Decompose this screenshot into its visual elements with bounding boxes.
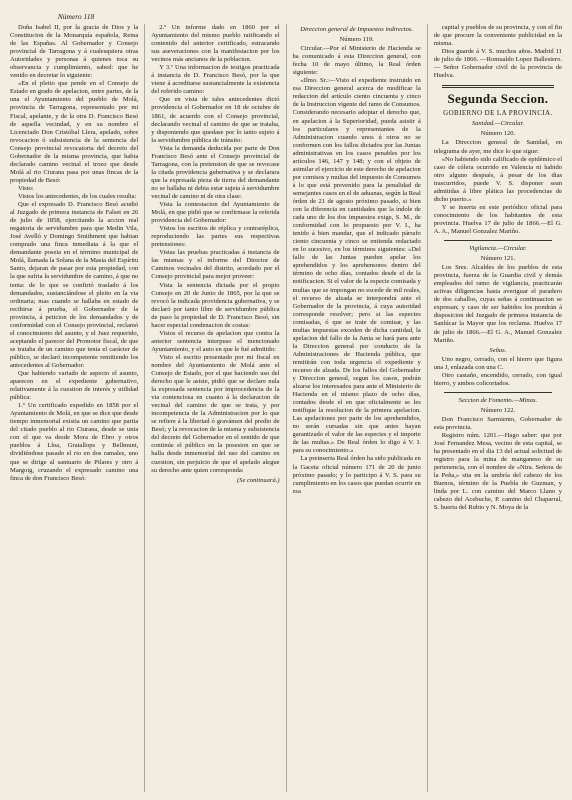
notice-number: Número 121.	[480, 255, 516, 263]
paragraph: Circular.—Por el Ministerio de Hacienda se ha comunicado á esta Direccion general, con fecha 10 de mayo último, la Real órden siguiente:	[292, 45, 421, 77]
column-2	[151, 24, 279, 792]
paragraph: Vistos el recurso de apelacion que contra la anterior sentencia interpuso el mencionado Ayuntamiento, y el auto en que le fué admitido:	[151, 329, 280, 353]
paragraph: Y 3.º Una informacion de testigos practicada á instancia de D. Francisco Besó, por la que viene á acreditarse sustancialmente la existencia del referido camino:	[151, 64, 280, 96]
paragraph: Visto el escrito presentado por mi fiscal en nombre del Ayuntamiento de Molá ante el Consejo de Estado, por el que haciendo uso del derecho que le asiste, pidió que se declare nula la expresada sentencia por improcedencia de la via contenciosa en cuanto á la declaracion de vecinal del camino de que se trata, y por incompetencia de la Administracion por lo que se refiere á la libertad ó gravámen del predio de Besó; y la revocacion de la misma y subsistencia del decreto del Gobernador en el sentido de que continúe el público en la posesion en que se halla desde inmemorial del uso del camino en cuestion, sin perjuicio de que el apelado alegue su derecho ante quien corresponda:	[151, 353, 280, 474]
paragraph: La Direccion general de Sanidad, en telegrama de ayer, me dice lo que sigue:	[433, 139, 563, 155]
column-divider	[144, 24, 145, 792]
paragraph: capital y pueblos de su provincia, y con el fin de que procure la conveniente publicidad en la misma.	[433, 24, 563, 48]
department-heading: Direccion general de Impuestos indirectos.	[300, 26, 414, 33]
paragraph: Que habiendo variado de aspecto el asunto, aparecen en el expediente gubernativo, relativamente á la cuestion de interés y utilidad pública:	[10, 370, 139, 402]
paragraph: Vista la demanda deducida por parte de Don Francisco Besó ante el Consejo provincial de Tarragona, con la pretension de que se revocase la citada providencia gubernativa y se declarara que la expresada pieza de tierra del demandante no se hallaba ni debia estar sujeta á servidumbre vecinal de camino ni de otra clase:	[151, 144, 280, 200]
column-4	[434, 24, 562, 792]
paragraph: Que en vista de tales antecedentes dictó providencia el Gobernador en 18 de octubre de 1861, de acuerdo con el Consejo provincial, declarando vecinal el camino de que se trataba, y disponiendo que quedase por lo tanto sujeto á la servidumbre pública de tránsito:	[151, 96, 280, 144]
paragraph: Visto:	[18, 184, 34, 192]
text-columns	[10, 24, 562, 792]
column-divider	[286, 24, 287, 792]
subsection-heading: Seccion de Fomento.—Minas.	[458, 396, 538, 404]
paragraph: Vistos los escritos de réplica y contraréplica, reproduciendo las partes sus respectivas pretensiones:	[151, 225, 280, 249]
rule-divider	[444, 392, 552, 393]
paragraph: Vista la contestacion del Ayuntamiento de Molá, en que pidió que se confirmase la referida providencia del Gobernador:	[151, 201, 280, 225]
notice-number: Número 120.	[480, 130, 516, 138]
paragraph: Dios guarde á V. S. muchos años. Madrid 11 de julio de 1866. —Romualdo Lopez Ballestero.— Señor Gobernador civil de la provincia de Huelva.	[433, 48, 563, 80]
paragraph: Vista la sentencia dictada por el propio Consejo en 20 de Junio de 1865, por la que se revocó la indicada providencia gubernativa, y se declaró por tanto libre de servidumbre pública de paso la propiedad de D. Francisco Besó, sin hacer especial condenacion de costas:	[151, 281, 280, 329]
paragraph: Doña Isabel II, por la gracia de Dios y la Constitucion de la Monarquía española, Reina de las Españas. Al Gobernador y Consejo provincial de Tarragona y á cualesquiera otras Autoridades y personas á quienes toca su observancia y cumplimiento, sabed: que he venido en decretar lo siguiente:	[10, 24, 139, 80]
paragraph: 1.º Un certificado expedido en 1858 por el Ayuntamiento de Molá, en que se dice que desde tiempo inmemorial existia un camino que partia del citado pueblo al rio Ciurana, desde se unia con el que va desde Mora de Ebro y otros pueblos á Lloa, Gratallops y Bellmunt, dividiéndose pasado el rio en dos ramales, uno que se dirige al santuario de Pilares y otro á Margoig, cruzando el expresado camino una finca de don Francisco Besó:	[10, 402, 139, 482]
rule-divider	[444, 240, 552, 241]
column-divider	[427, 24, 428, 792]
continued-note: (Se continuará.)	[236, 476, 280, 484]
paragraph: Que el expresado D. Francisco Besó acudió al Juzgado de primera instancia de Falset en 26 de julio de 1858, ejercitando la accion real negatoria de servidumbre para que Medin Vila, José Avelló y Domingo Smithment que habian comprado una finca inmediata á la que el demandante poseia en el término municipal de Molá, llamada la Solana de la Masia del Espíritu Santo, dejaran de pasar por esta propiedad, con la que sufria la servidumbre de camino, á que no tenia: de lo que se confirió traslado á los demandados, sustanciándose el pleito en la via ordinaria; mas cuando se hallaba en estado de recibirse á prueba, el Gobernador de la provincia, á peticion de los demandados y de conformidad con el Consejo provincial, reclamó el conocimiento del asunto, y el Juez requerido, aceptando el parecer del Promotor fiscal, de que se trataba de un camino que tenia el carácter de público, se declaró incompetente remitiendo los antecedentes al Gobernador:	[10, 201, 139, 369]
paragraph: 2.º Un informe dado en 1860 por el Ayuntamiento del mismo pueblo ratificando el contenido del anterior certificado, estracando sus aseveraciones con la manifestacion por los vecinos más ancianos de la poblacion.	[151, 24, 280, 64]
paragraph: Don Francisco Sarmiento, Gobernador de esta provincia.	[433, 415, 563, 431]
subsection-heading: Señas.	[489, 346, 507, 354]
paragraph: Vistos los antecedentes, de los cuales resulta:	[18, 192, 137, 200]
column-3	[293, 24, 421, 792]
paragraph: Los Sres. Alcaldes de los pueblos de esta provincia, fuerza de la Guardia civil y demás empleados del ramo de vigilancia, practicarán activas diligencias hasta averiguar el paradero de dos caballos, cuyas señas á continuacion se expresan; y caso de ser habidos los pondrán á disposicion del Juzgado de primera instancia de Sanlúcar la Mayor que los reclama. Huelva 17 de julio de 1866.—El G. A., Manuel Gonzalez Mariño.	[433, 264, 563, 344]
notice-number: Número 119.	[339, 36, 374, 44]
paragraph: Registro núm. 1201.—Hago saber: que por José Fernandez Mesa, vecino de esta capital, se ha presentado en el dia 13 del actual solicitud de registro para la mina de manganeso de su pertenencia, con el nombre de «Ntra. Señora de la Peña,» sita en la umbría del cabezo de los Buenos, término de la Puebla de Guzman, y linda por L. con camino del Marco Llano y cabezo del Acebuche, P. camino del Chaparral, S. huerta del Rubio y N. Moya de la	[433, 432, 563, 512]
paragraph: Vistas las pruebas practicadas á instancia de las mismas y el informe del Director de Caminos vecinales del distrito, acordado por el Consejo provincial para mejor proveer:	[151, 249, 280, 281]
issue-number-header: Número 118	[57, 12, 95, 21]
subsection-heading: Vigilancia.—Circular.	[469, 245, 527, 253]
paragraph: Uno negro, cerrado, con el hierro que figura una J, enlazada con una C.	[433, 355, 563, 371]
paragraph: Otro castaño, encendido, cerrado, con igual hierro, y ambos colicortados.	[433, 371, 563, 387]
paragraph: Y se inserta en este periódico oficial para conocimiento de los habitantes de esta provincia. Huelva 17 de julio de 1866.—El G. A. A., Manuel Gonzalez Mariño.	[433, 203, 563, 235]
subsection-heading: Sanidad.—Circular.	[471, 120, 524, 128]
paragraph: La preinserta Real órden ha sido publicada en la Gaceta oficial número 171 de 20 de junio próximo pasado; y lo participo á V. S. para su cumplimiento en los casos que puedan ocurrir en esa	[292, 455, 421, 495]
column-1	[10, 24, 138, 792]
paragraph: «No habiendo sido calificado de epidémico el caso de cólera ocurrido en Valencia ni habido otro alguno después, á pesar de los dias trascurridos, puede V. S. disponer sean admitidas á libre plática las procedencias de dicho puerto.»	[433, 155, 563, 203]
notice-number: Número 122.	[480, 406, 516, 414]
paragraph: «Ilmo. Sr.:—Visto el expediente instruido en esa Direccion general acerca de modificar la redaccion del artículo ciento cincuenta y cinco de la Instruccion vigente del ramo de Consumos. Considerando necesario adoptar el derecho que, en apelacion á la Superioridad, pueda asistir á los particulares y representantes de la Administracion cuando unos ú otros no se conformen con los fallos dictados por las Juntas administrativas en los casos penables por los artículos 146, 147 y 148; y con el objeto de asimilar el ejercicio de este derecho de apelacion por comisos y multas del impuesto de Consumos á lo que está prevenido para la penalidad de semejantes casos en el de aduanas, según la Real órden de 21 de agosto próximo pasado, si bien con la diferencia en cantidades que la índole de cada uno de los dos impuestos exige, S. M., de conformidad con lo propuesto por V. I., ha tenido á bien mandar, que el indicado párrafo ciento cincuenta y cinco se entienda redactado en lo sucesivo, en los términos siguientes: «Del fallo de las Juntas pueden apelar los aprehendidos y los aprehensores dentro del término de ocho días, contados desde el de la notificacion. Si el valor de la especie comisada y multas que se impongan no escede de mil reales, el recurso de alzada se interpondrá ante el Gobernador de la provincia, á cuya autoridad corresponde resolver; pero si las especies comisadas, ó que se trate de comisar, y las multas impuestas exceden de dicha cantidad, la apelacion del fallo de la Junta se hará para ante la Direccion general por conducto de la Administraciones de Hacienda pública, que remitirán con toda urgencia el expediente y recurso de alzada. De los fallos del Gobernador y Direccion general, segun los casos, podrán alzarse los interesados para ante el Ministerio de Hacienda en el mismo plazo de ocho días, contados desde el en que oficialmente se les notifique la resolucion de la primera apelacion. Las apelaciones por parte de los aprehendidos, no serán cursadas sin que antes hayan garantizado el valor de las especies y el importe de las multas.» De Real órden lo digo á V. I. para su conocimiento.»	[292, 77, 421, 455]
government-heading: GOBIERNO DE LA PROVINCIA.	[443, 109, 553, 118]
section-divider	[442, 85, 554, 88]
paragraph: «En el pleito que pende en el Consejo de Estado en grado de apelacion, entre partes, de la una el Ayuntamiento del pueblo de Molá, provincia de Tarragona, representado por mi Fiscal, apelante, y de la otra D. Francisco Besó de aquella vecindad, y en su nombre el Licenciado Don Cristóbal Llera, apelado, sobre revocacion ó subsistencia de la sentencia del Consejo provincial revocatoria del decreto del Gobernador de la misma provincia, que habia declarado camino vecinal el trozo que desde Molá al rio Ciurana pasa por unas fincas de la propiedad de Besó:	[10, 80, 139, 184]
section-title: Segunda Seccion.	[447, 91, 549, 107]
